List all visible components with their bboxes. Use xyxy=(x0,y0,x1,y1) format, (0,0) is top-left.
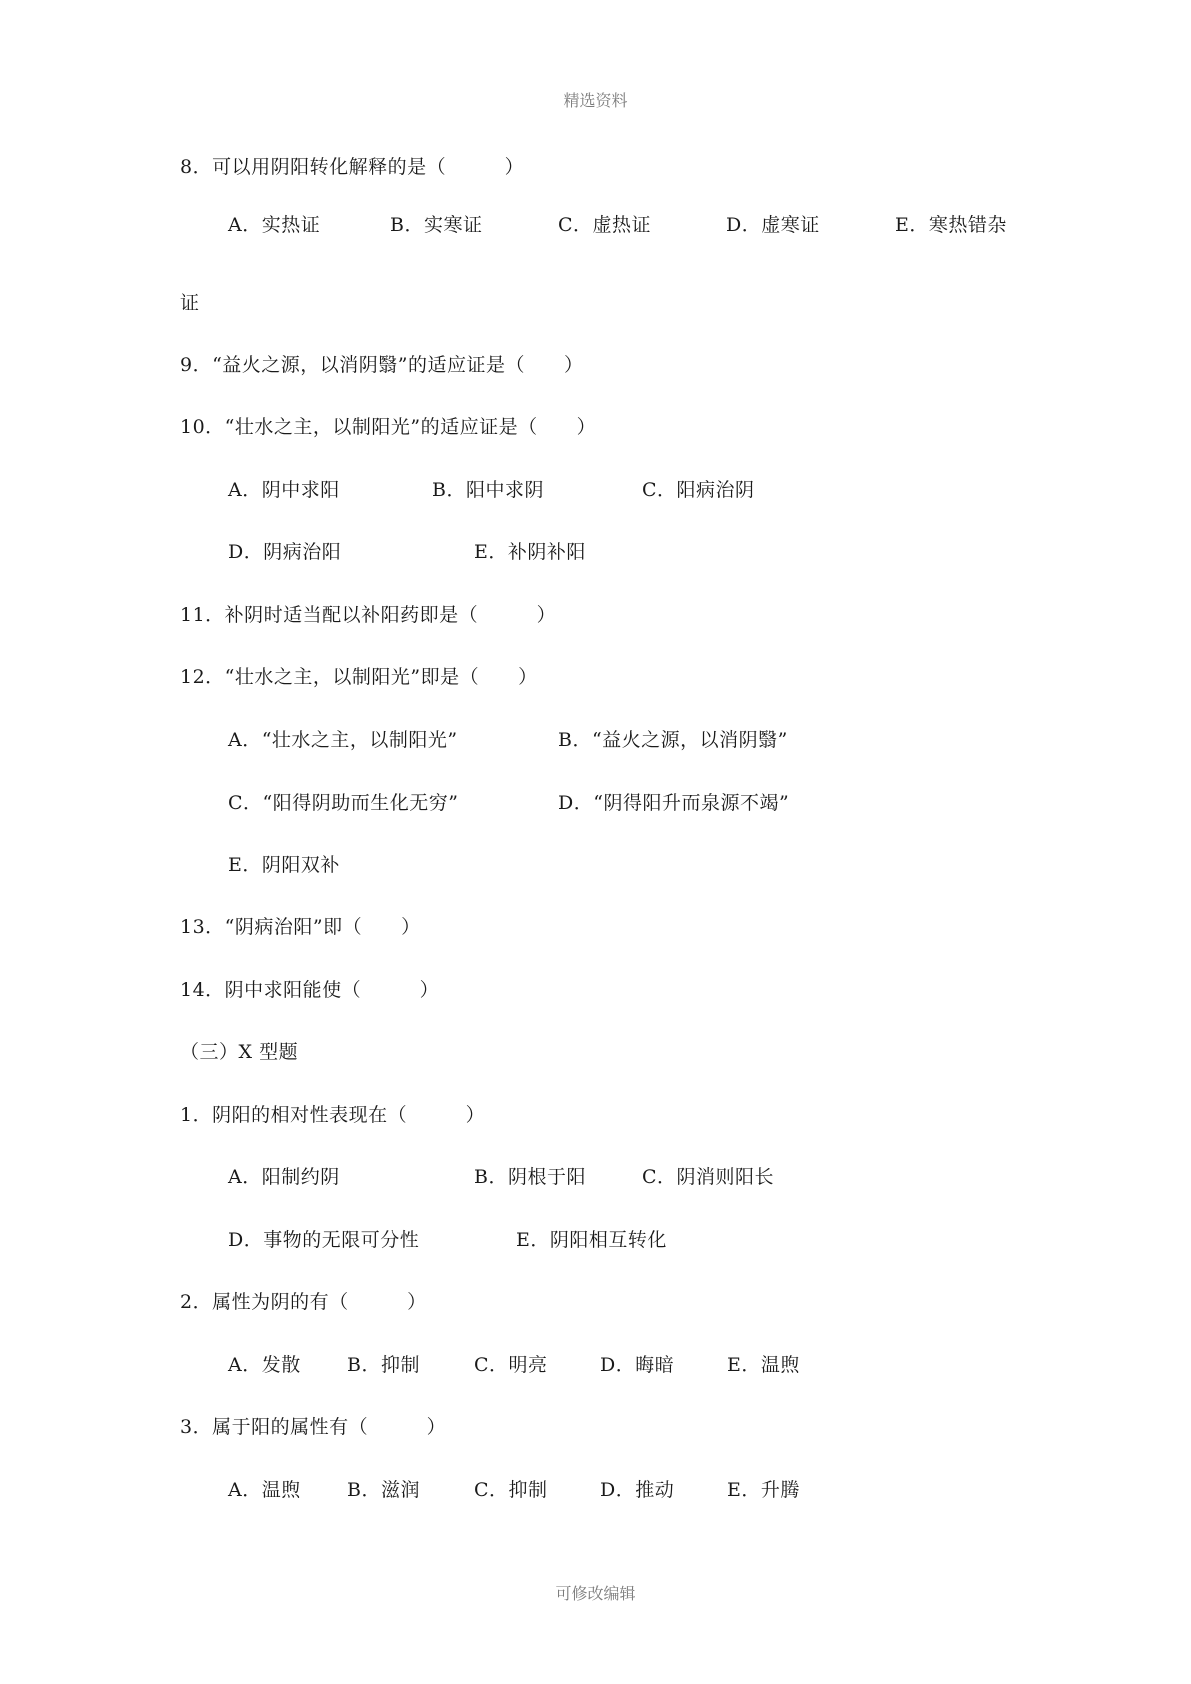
question-10: 10．“壮水之主，以制阳光”的适应证是（ ） xyxy=(180,416,597,438)
q12-option-d: D．“阴得阳升而泉源不竭” xyxy=(558,792,790,814)
page-footer: 可修改编辑 xyxy=(555,1584,636,1603)
q10-option-b: B．阳中求阴 xyxy=(432,479,544,501)
q8-option-d: D．虚寒证 xyxy=(726,214,820,236)
x3-option-c: C．抑制 xyxy=(474,1479,548,1501)
x2-option-a: A．发散 xyxy=(228,1354,301,1376)
x2-option-b: B．抑制 xyxy=(347,1354,420,1376)
x2-option-d: D．晦暗 xyxy=(600,1354,675,1376)
x1-option-d: D．事物的无限可分性 xyxy=(228,1229,420,1251)
q8-option-b: B．实寒证 xyxy=(390,214,483,236)
page-header: 精选资料 xyxy=(563,91,628,110)
x1-option-c: C．阴消则阳长 xyxy=(642,1166,775,1188)
x1-option-a: A．阳制约阴 xyxy=(228,1166,340,1188)
x2-option-c: C．明亮 xyxy=(474,1354,548,1376)
x3-option-d: D．推动 xyxy=(600,1479,675,1501)
q8-option-e-wrap: 证 xyxy=(180,292,200,314)
x-question-2: 2．属性为阴的有（ ） xyxy=(180,1291,427,1313)
q8-option-a: A．实热证 xyxy=(228,214,321,236)
question-9: 9．“益火之源，以消阴翳”的适应证是（ ） xyxy=(180,354,584,376)
question-14: 14．阴中求阳能使（ ） xyxy=(180,979,440,1001)
q8-option-c: C．虚热证 xyxy=(558,214,652,236)
q8-option-e: E．寒热错杂 xyxy=(895,214,1007,236)
question-13: 13．“阴病治阳”即（ ） xyxy=(180,916,421,938)
x3-option-e: E．升腾 xyxy=(727,1479,800,1501)
x1-option-e: E．阴阳相互转化 xyxy=(516,1229,667,1251)
x-question-3: 3．属于阳的属性有（ ） xyxy=(180,1416,447,1438)
q12-option-e: E．阴阳双补 xyxy=(228,854,340,876)
x-question-1: 1．阴阳的相对性表现在（ ） xyxy=(180,1104,486,1126)
question-8: 8．可以用阴阳转化解释的是（ ） xyxy=(180,156,525,178)
x1-option-b: B．阴根于阳 xyxy=(474,1166,586,1188)
q10-option-d: D．阴病治阳 xyxy=(228,541,342,563)
q12-option-a: A．“壮水之主，以制阳光” xyxy=(228,729,458,751)
x3-option-b: B．滋润 xyxy=(347,1479,420,1501)
q12-option-b: B．“益火之源，以消阴翳” xyxy=(558,729,788,751)
q10-option-e: E．补阴补阳 xyxy=(474,541,586,563)
q10-option-a: A．阴中求阳 xyxy=(228,479,340,501)
q10-option-c: C．阳病治阴 xyxy=(642,479,755,501)
question-12: 12．“壮水之主，以制阳光”即是（ ） xyxy=(180,666,538,688)
question-11: 11．补阴时适当配以补阳药即是（ ） xyxy=(180,604,557,626)
x2-option-e: E．温煦 xyxy=(727,1354,800,1376)
section-title: （三）X 型题 xyxy=(180,1041,299,1063)
q12-option-c: C．“阳得阴助而生化无穷” xyxy=(228,792,459,814)
x3-option-a: A．温煦 xyxy=(228,1479,301,1501)
